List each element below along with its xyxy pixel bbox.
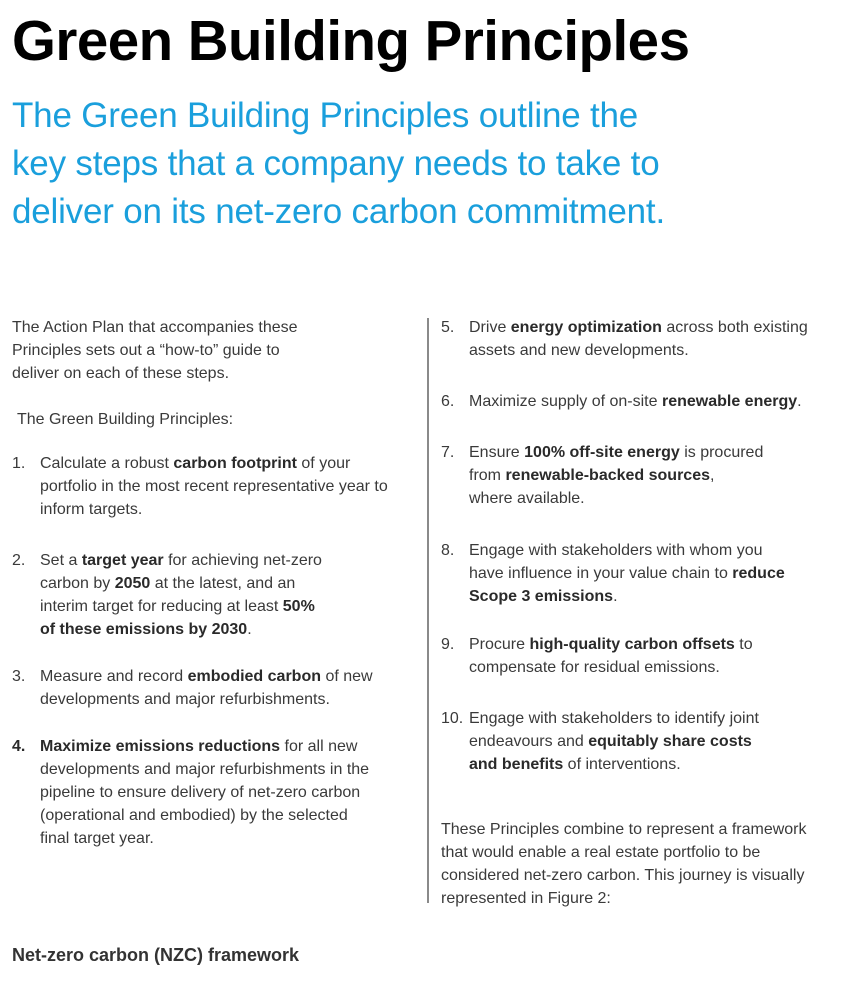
principle-number: 7. [441, 444, 455, 461]
closing-line: These Principles combine to represent a framework [441, 821, 807, 838]
principle-line [40, 665, 412, 688]
section-heading-nzc-framework: Net-zero carbon (NZC) framework [12, 945, 300, 965]
principle-line [469, 656, 851, 679]
principle-text: interim target for reducing at least [40, 598, 283, 615]
principle-number: 6. [441, 393, 455, 410]
intro-line: Principles sets out a “how-to” guide to [12, 342, 280, 359]
principle-line [469, 633, 851, 656]
emphasis-text: 2050 [114, 575, 151, 592]
principle-text: across both existing [661, 319, 808, 336]
principle-item [12, 452, 412, 521]
principle-text: of your [296, 455, 351, 472]
principle-line [40, 688, 412, 711]
principle-line [40, 735, 412, 758]
emphasis-text: renewable energy [661, 393, 798, 410]
emphasis-text: Maximize emissions reductions [40, 738, 281, 755]
principle-line [40, 475, 412, 498]
closing-paragraph [441, 818, 851, 910]
principle-line [469, 487, 851, 510]
principle-line [40, 595, 412, 618]
principle-item [441, 390, 851, 413]
subtitle-line: The Green Building Principles outline the [12, 96, 639, 135]
principle-line [469, 464, 851, 487]
principle-item [12, 735, 412, 850]
principle-text: is procured [679, 444, 764, 461]
principle-item [12, 549, 412, 641]
principle-line [469, 562, 851, 585]
principle-text: developments and major refurbishments. [40, 691, 330, 708]
principle-text: . [613, 588, 618, 605]
principle-text: Procure [469, 636, 530, 653]
closing-line: that would enable a real estate portfolio to be [441, 844, 761, 861]
emphasis-text: 100% off-site energy [524, 444, 680, 461]
principle-number: 9. [441, 636, 455, 653]
left-column [12, 316, 412, 850]
subtitle-line: deliver on its net-zero carbon commitment. [12, 192, 665, 231]
closing-line: considered net-zero carbon. This journey is visually [441, 867, 805, 884]
principle-text: to [734, 636, 753, 653]
emphasis-text: high-quality carbon offsets [529, 636, 735, 653]
principle-line [40, 498, 412, 521]
principle-number: 10. [441, 710, 464, 727]
principle-line [469, 441, 851, 464]
principle-item [12, 665, 412, 711]
emphasis-text: equitably share costs [588, 733, 752, 750]
principles-list-right [441, 316, 851, 776]
principle-line [40, 572, 412, 595]
principle-line [40, 452, 412, 475]
principle-line [469, 539, 851, 562]
principle-text: at the latest, and an [150, 575, 296, 592]
principle-text: Ensure [469, 444, 525, 461]
principle-item [441, 633, 851, 679]
principle-line [469, 707, 851, 730]
principle-item [441, 441, 851, 510]
closing-line: represented in Figure 2: [441, 890, 611, 907]
principle-text: carbon by [40, 575, 115, 592]
intro-paragraph [12, 316, 412, 385]
page-subtitle [12, 92, 812, 236]
principle-text: for achieving net-zero [163, 552, 322, 569]
principle-text: Calculate a robust [40, 455, 174, 472]
principle-text: pipeline to ensure delivery of net-zero carbon [40, 784, 361, 801]
principle-line [469, 390, 851, 413]
emphasis-text: and benefits [469, 756, 564, 773]
page-title: Green Building Principles [12, 9, 690, 73]
principle-text: final target year. [40, 830, 154, 847]
principle-text: Drive [469, 319, 511, 336]
principle-text: compensate for residual emissions. [469, 659, 720, 676]
column-divider [427, 318, 429, 903]
emphasis-text: embodied carbon [187, 668, 321, 685]
principle-line [40, 758, 412, 781]
right-column [441, 316, 851, 910]
principle-number: 4. [12, 738, 26, 755]
principle-line [469, 730, 851, 753]
principle-line [469, 339, 851, 362]
principle-text: where available. [469, 490, 585, 507]
principle-line [40, 827, 412, 850]
principle-number: 2. [12, 552, 26, 569]
intro-line: deliver on each of these steps. [12, 365, 230, 382]
principle-text: Measure and record [40, 668, 188, 685]
principle-number: 1. [12, 455, 26, 472]
principle-text: , [710, 467, 715, 484]
principle-item [441, 316, 851, 362]
principle-line [40, 781, 412, 804]
principle-line [469, 753, 851, 776]
principle-text: have influence in your value chain to [469, 565, 733, 582]
emphasis-text: 50% [282, 598, 315, 615]
principle-text: for all new [280, 738, 358, 755]
principles-list-heading: The Green Building Principles: [17, 411, 234, 428]
subtitle-line: key steps that a company needs to take to [12, 144, 660, 183]
principle-item [441, 707, 851, 776]
principle-text: from [469, 467, 506, 484]
emphasis-text: renewable-backed sources [505, 467, 710, 484]
principle-item [441, 539, 851, 608]
intro-line: The Action Plan that accompanies these [12, 319, 298, 336]
principle-line [40, 618, 412, 641]
principle-text: assets and new developments. [469, 342, 689, 359]
emphasis-text: of these emissions by 2030 [40, 621, 248, 638]
principle-text: Engage with stakeholders with whom you [469, 542, 763, 559]
principle-text: (operational and embodied) by the selected [40, 807, 348, 824]
principle-line [469, 585, 851, 608]
principle-number: 5. [441, 319, 455, 336]
principle-text: Set a [40, 552, 82, 569]
emphasis-text: reduce [732, 565, 785, 582]
principle-text: inform targets. [40, 501, 143, 518]
principle-number: 3. [12, 668, 26, 685]
principle-text: of interventions. [563, 756, 681, 773]
principle-text: of new [321, 668, 373, 685]
principle-line [40, 804, 412, 827]
principle-line [40, 549, 412, 572]
principle-line [469, 316, 851, 339]
emphasis-text: Scope 3 emissions [469, 588, 614, 605]
emphasis-text: carbon footprint [173, 455, 297, 472]
principle-number: 8. [441, 542, 455, 559]
principle-text: . [247, 621, 252, 638]
principle-text: Maximize supply of on-site [469, 393, 662, 410]
principle-text: Engage with stakeholders to identify joint [469, 710, 759, 727]
emphasis-text: target year [81, 552, 164, 569]
principle-text: portfolio in the most recent representative year to [40, 478, 388, 495]
principle-text: developments and major refurbishments in the [40, 761, 370, 778]
principles-list-left [12, 452, 412, 850]
principle-text: . [797, 393, 802, 410]
emphasis-text: energy optimization [510, 319, 662, 336]
principle-text: endeavours and [469, 733, 589, 750]
